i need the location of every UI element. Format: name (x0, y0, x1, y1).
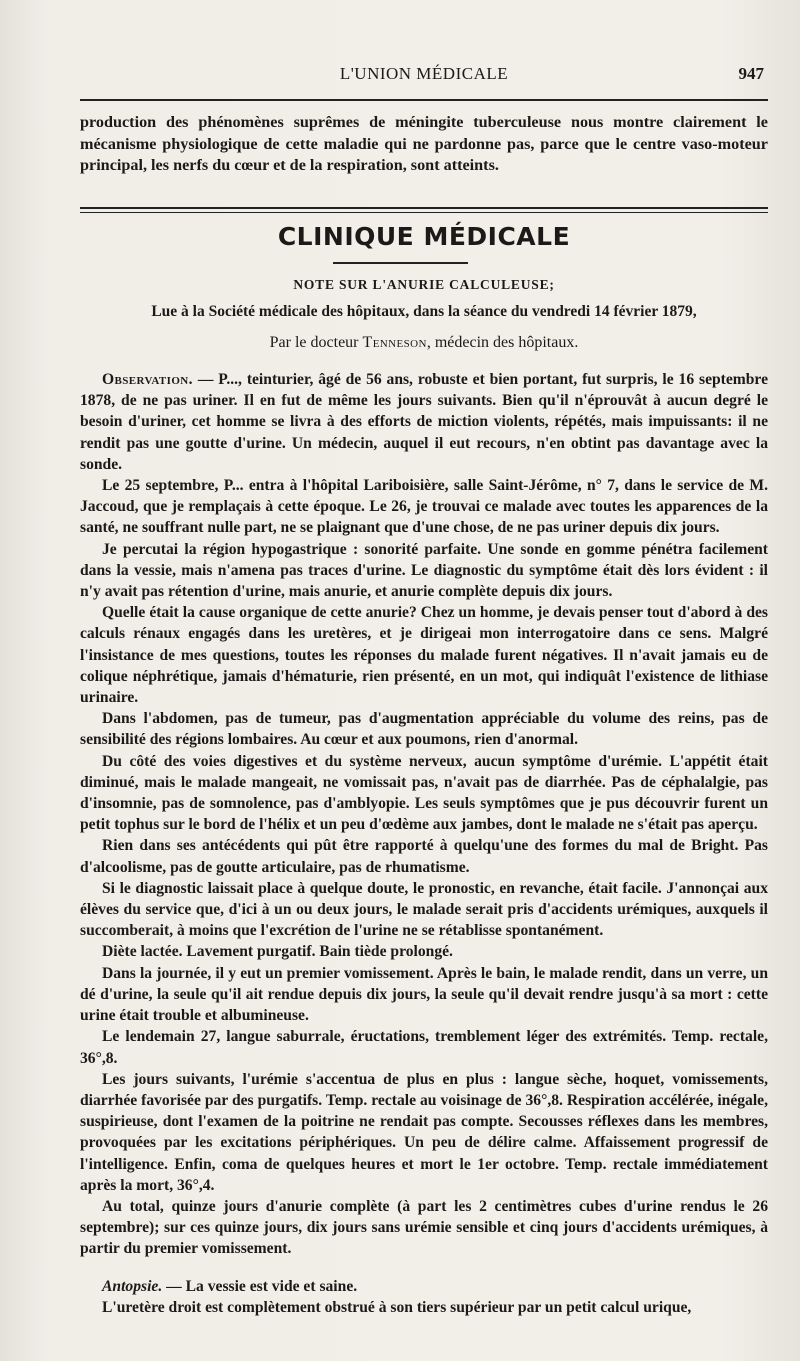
body-paragraph: Du côté des voies digestives et du système nerveux, aucun symptôme d'urémie. L'appétit était diminué, mais le malade mangeait, ne vomissait pas, n'avait pas de diarrhée. Pas de céphalalgie, pas d'insomnie, pas de somnolence, pas d'amblyopie. Les seuls symptômes que je pus découvrir furent un petit tophus sur le bord de l'hélix et un peu d'œdème aux jambes, dont le malade ne s'était pas aperçu. (80, 752, 768, 834)
reading-note: Lue à la Société médicale des hôpitaux, dans la séance du vendredi 14 février 1879, (151, 303, 697, 320)
note-title: NOTE SUR L'ANURIE CALCULEUSE; (293, 277, 555, 292)
running-head (80, 64, 768, 88)
body-paragraph: Rien dans ses antécédents qui pût être rapporté à quelqu'une des formes du mal de Bright. Pas d'alcoolisme, pas de goutte articulaire, pas de rhumatisme. (80, 837, 768, 876)
page-number: 947 (738, 64, 764, 83)
autopsy-paragraph (80, 1276, 768, 1297)
autopsy-text: — La vessie est vide et saine. (162, 1277, 358, 1295)
article-body (80, 369, 768, 1318)
body-paragraph: Quelle était la cause organique de cette anurie? Chez un homme, je devais penser tout d'abord à des calculs rénaux engagés dans les uretères, et je dirigeai mon interrogatoire dans ce sens. Malgré l'insistance de mes questions, toutes les réponses du malade furent négatives. Il n'avait jamais eu de colique néphrétique, jamais d'hématurie, rien présenté, en un mot, qui indiquât l'existence de lithiase urinaire. (80, 604, 768, 707)
body-paragraph: Les jours suivants, l'urémie s'accentua de plus en plus : langue sèche, hoquet, vomissements, diarrhée favorisée par des purgatifs. Temp. rectale au voisinage de 36°,8. Respiration accélérée, inégale, suspirieuse, dont l'examen de la poitrine ne rendait pas compte. Secousses réflexes dans les membres, provoquées par les excitations périphériques. Un peu de délire calme. Affaissement progressif de l'intelligence. Enfin, coma de quelques heures et mort le 1er octobre. Temp. rectale immédiatement après la mort, 36°,4. (80, 1070, 768, 1194)
body-paragraph: Dans l'abdomen, pas de tumeur, pas d'augmentation appréciable du volume des reins, pas de sensibilité des régions lombaires. Au cœur et aux poumons, rien d'anormal. (80, 710, 768, 749)
autopsy-label: Antopsie. (102, 1277, 163, 1295)
observation-text: — P..., teinturier, âgé de 56 ans, robuste et bien portant, fut surpris, le 16 septembre 1878, de ne pas uriner. Il en fut de même les jours suivants. Bien qu'il n'éprouvât à aucun degré le besoin d'uriner, cet homme se livra à des efforts de miction violents, répétés, mais impuissants: il ne rendit pas une goutte d'urine. Un médecin, auquel il eut recours, n'en obtint pas davantage avec la sonde. (80, 371, 768, 473)
observation-label: Observation. (102, 371, 193, 388)
author-line (80, 334, 768, 352)
section-divider (80, 207, 768, 213)
body-paragraph: Le 25 septembre, P... entra à l'hôpital Lariboisière, salle Saint-Jérôme, n° 7, dans le service de M. Jaccoud, que je remplaçais à cette époque. Le 26, je trouvai ce malade avec toutes les apparences de la santé, ne souffrant nulle part, ne se plaignant que d'une chose, de ne pas uriner depuis dix jours. (80, 477, 768, 537)
header-rule (80, 99, 768, 101)
title-rule (333, 262, 468, 264)
body-paragraph: Si le diagnostic laissait place à quelque doute, le pronostic, en revanche, était facile. J'annonçai aux élèves du service que, d'ici à un ou deux jours, le malade serait pris d'accidents urémiques, auxquels il succomberait, à moins que l'excrétion de l'urine ne se rétablisse spontanément. (80, 879, 768, 940)
section-title: CLINIQUE MÉDICALE (277, 222, 571, 251)
body-paragraph: Je percutai la région hypogastrique : sonorité parfaite. Une sonde en gomme pénétra facilement dans la vessie, mais n'amena pas traces d'urine. Le diagnostic du symptôme était dès lors évident : il n'y avait pas rétention d'urine, mais anurie, et anurie complète depuis dix jours. (80, 540, 768, 601)
running-title: L'UNION MÉDICALE (339, 64, 509, 83)
observation-paragraph (80, 369, 768, 475)
last-paragraph: L'uretère droit est complètement obstrué à son tiers supérieur par un petit calcul urique, (102, 1298, 692, 1316)
body-paragraph: Au total, quinze jours d'anurie complète (à part les 2 centimètres cubes d'urine rendus le 26 septembre); sur ces quinze jours, dix jours sans urémie sensible et cinq jours d'accidents urémiques, à partir du premier vomissement. (80, 1197, 768, 1258)
intro-paragraph: production des phénomènes suprêmes de méningite tuberculeuse nous montre clairement le mécanisme physiologique de cette maladie qui ne pardonne pas, parce que le centre vaso-moteur principal, les nerfs du cœur et de la respiration, sont atteints. (80, 113, 768, 174)
body-paragraph: Diète lactée. Lavement purgatif. Bain tiède prolongé. (102, 943, 453, 961)
author-name: Tenneson (362, 334, 427, 351)
intro-block (80, 112, 768, 177)
body-paragraph: Le lendemain 27, langue saburrale, éructations, tremblement léger des extrémités. Temp. rectale, 36°,8. (80, 1028, 768, 1067)
author-prefix: Par le docteur (269, 334, 363, 351)
body-paragraph: Dans la journée, il y eut un premier vomissement. Après le bain, le malade rendit, dans un verre, un dé d'urine, la seule qu'il ait rendue depuis dix jours, la seule qu'il devait rendre jusqu'à sa mort : cette urine était trouble et albumineuse. (80, 964, 768, 1025)
author-suffix: , médecin des hôpitaux. (426, 334, 579, 351)
